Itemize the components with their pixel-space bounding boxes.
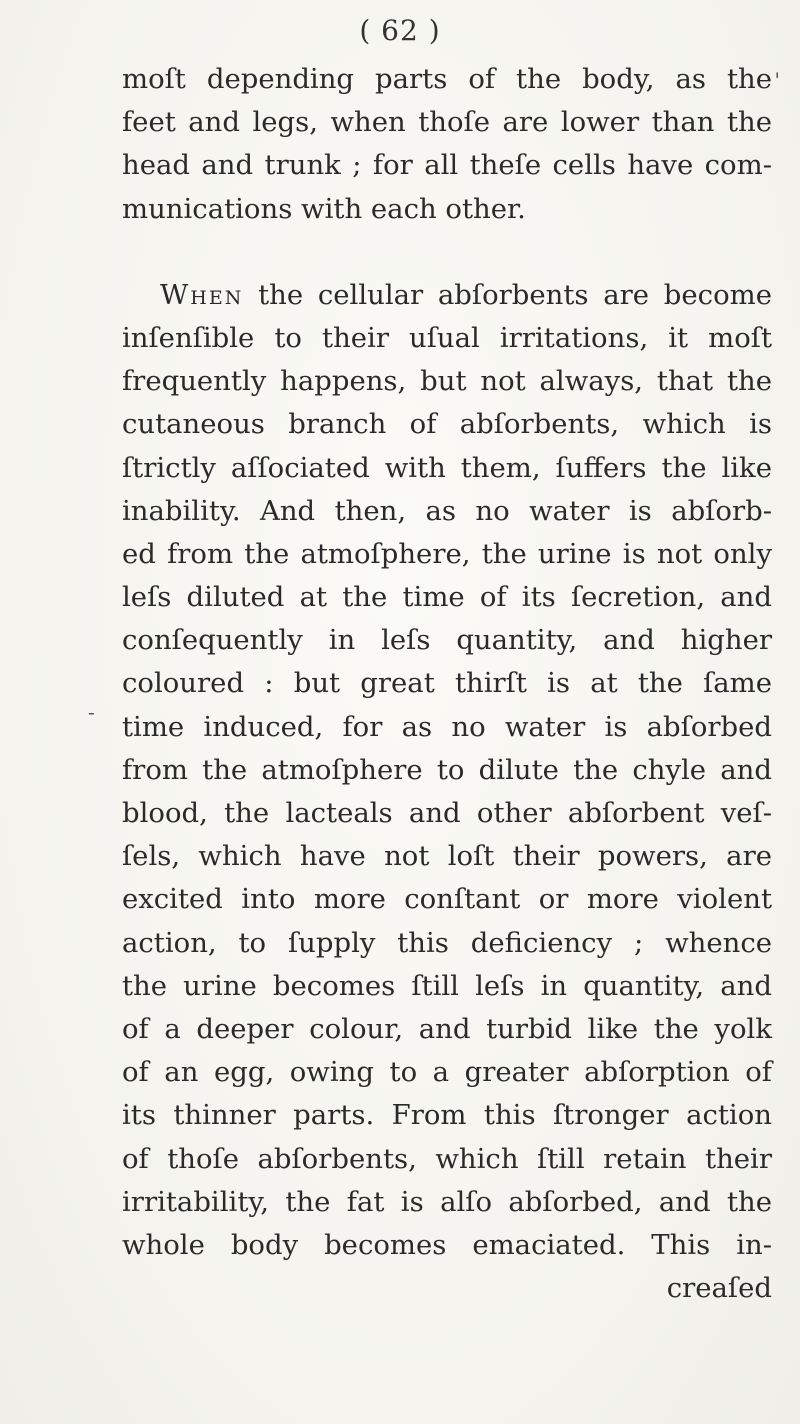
paragraph-2 [122,274,772,1267]
text-line: coloured : but great thirſt is at the ſame [122,667,772,700]
text-line-content: the cellular abſorbents are become [258,278,772,311]
text-line: cutaneous branch of abſorbents, which is [122,408,772,441]
page-number: ( 62 ) [359,14,441,47]
text-line: ſtrictly aſſociated with them, ſuffers the like [122,451,772,484]
text-line: of a deeper colour, and turbid like the yolk [122,1012,772,1045]
text-line: of an egg, owing to a greater abſorption of [122,1056,772,1089]
text-line: head and trunk ; for all theſe cells have com- [122,149,772,182]
paragraph-1 [122,58,772,231]
margin-dash-mark: - [88,700,95,724]
catchword: creaſed [666,1272,772,1305]
text-line: feet and legs, when thoſe are lower than the [122,106,772,139]
text-line: inability. And then, as no water is abſorb- [122,494,772,527]
text-line: of thoſe abſorbents, which ſtill retain their [122,1142,772,1175]
text-line: ed from the atmoſphere, the urine is not only [122,537,772,570]
text-line: conſequently in leſs quantity, and higher [122,624,772,657]
text-line: blood, the lacteals and other abſorbent veſ- [122,797,772,829]
text-line: time induced, for as no water is abſorbed [122,710,772,743]
text-line: munications with each other. [122,192,526,225]
text-line: whole body becomes emaciated. This in- [122,1228,772,1261]
body-text [122,58,772,1310]
paragraph-opening-word: When [160,278,244,311]
text-line: frequently happens, but not always, that the [122,365,772,398]
text-line: excited into more conſtant or more violent [122,883,772,916]
text-line: action, to ſupply this deficiency ; whence [122,926,772,959]
text-line: its thinner parts. From this ſtronger action [122,1099,772,1132]
text-line: leſs diluted at the time of its ſecretion, and [122,581,772,614]
text-line: inſenſible to their uſual irritations, it moſt [122,321,772,354]
text-line: from the atmoſphere to dilute the chyle and [122,753,772,786]
text-line: irritability, the fat is alſo abſorbed, and the [122,1185,772,1218]
text-line: moſt depending parts of the body, as the [122,63,772,95]
text-line: ſels, which have not loſt their powers, are [122,840,772,873]
text-line: the urine becomes ſtill leſs in quantity, and [122,969,772,1002]
margin-tick-mark: ' [774,68,780,92]
text-line-first [122,274,772,317]
